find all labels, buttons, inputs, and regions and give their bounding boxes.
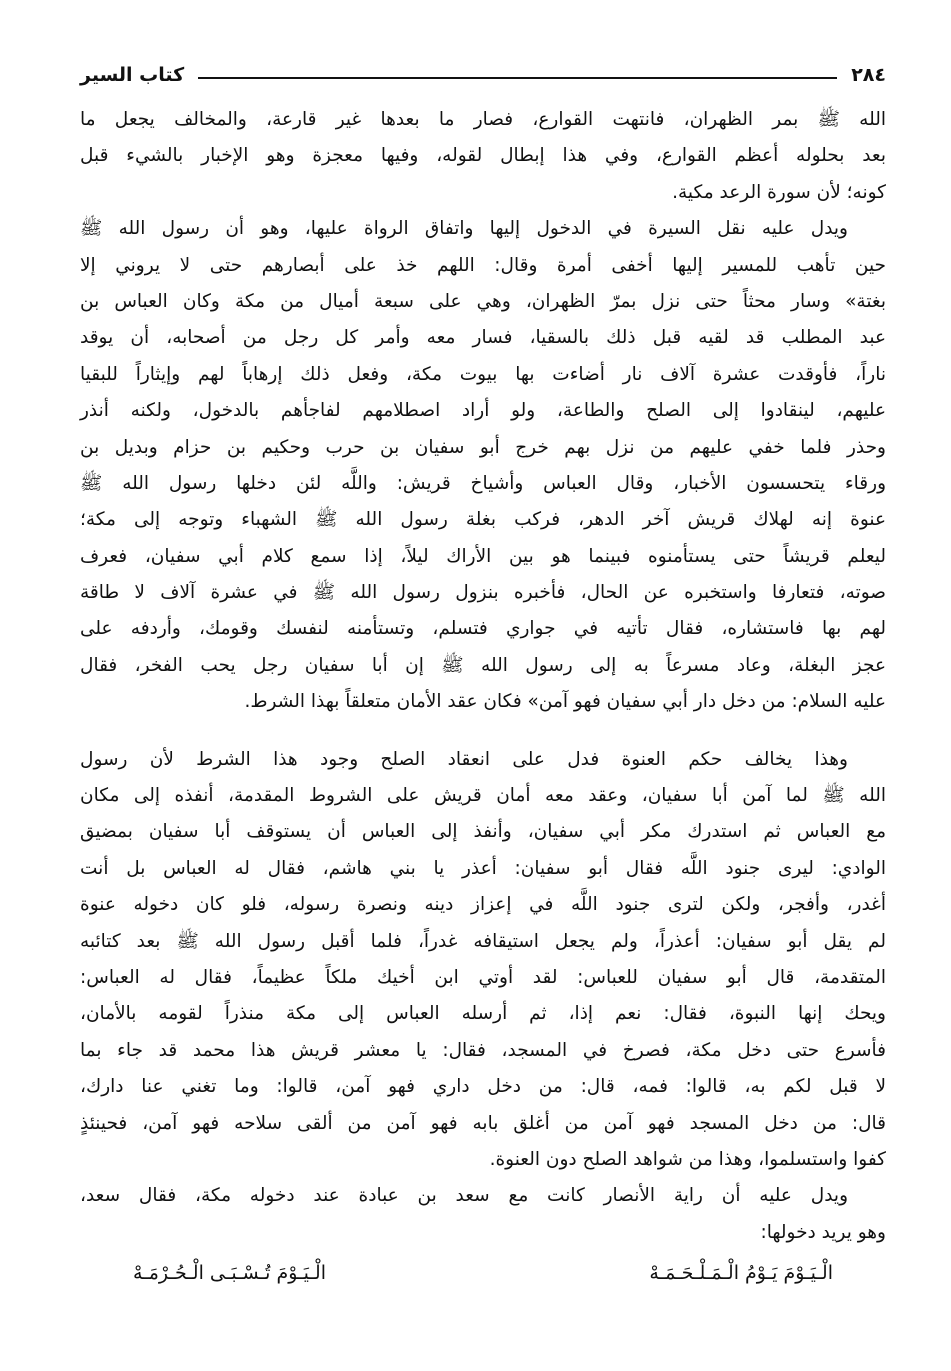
text-line: وهو يريد دخولها: [760,1221,886,1243]
book-title: كتاب السير [80,64,185,86]
text-line: ويدل عليه أن راية الأنصار كانت مع سعد بن عبادة عند دخوله مكة، فقال سعد، [80,1185,848,1207]
text-line: عنوة إنه لهلاك قريش آخر الدهر، فركب بغلة رسول الله ﷺ الشهباء وتوجه إلى مكة؛ [80,509,886,531]
page-body [80,102,886,1291]
text-line: لهم بها فاستشاره، فقال تأتيه في جواري فتسلم، وتستأمنه لنفسك وقومك، وأردفه على [80,618,886,640]
text-line: الله ﷺ بمر الظهران، فانتهت القوارع، فصار ما بعدها غير قارعة، والمخالف يجعل ما [80,109,886,130]
text-line: كفوا واستسلموا، وهذا من شواهد الصلح دون العنوة. [489,1148,886,1170]
text-line: بعد بحلوله أعظم القوارع، وفي هذا إبطال لقوله، وفيها معجزة وهو الإخبار بالشيء قبل [80,145,886,167]
text-line: المتقدمة، قال أبو سفيان للعباس: لقد أوتي ابن أخيك ملكاً عظيماً، فقال له العباس: [80,966,886,988]
text-line: وهذا يخالف حكم العنوة فدل على انعقاد الصلح وجود هذا الشرط لأن رسول [80,748,848,770]
text-line: فأسرع حتى دخل مكة، فصرخ في المسجد، فقال: يا معشر قريش هذا محمد قد جاء بما [80,1039,886,1061]
paragraph [80,102,886,211]
header-rule [198,77,837,79]
text-line: لا قبل لكم به، قالوا: فمه، قال: من دخل داري فهو آمن، قالوا: وما تغني عنا دارك، [80,1076,886,1098]
text-line: عجز البغلة، وعاد مسرعاً به إلى رسول الله ﷺ إن أبا سفيان رجل يحب الفخر، فقال [80,654,886,676]
text-line: ليعلم قريشاً حتى يستأمنوه فبينما هو بين الأراك ليلاً، إذا سمع كلام أبي سفيان، فعرف [80,545,886,567]
page-number: ٢٨٤ [851,64,886,86]
text-line: الوادي: ليرى جنود اللَّه فقال أبو سفيان: أعذر يا بني هاشم، فقال له العباس بل أنت [80,857,886,879]
poem-verse [133,1255,833,1291]
text-line: وحذر فلما خفي عليهم من نزل بهم خرج أبو سفيان بن حرب وحكيم بن حزام وبديل بن [80,436,886,458]
text-line: ناراً، فأوقدت عشرة آلاف نار أضاءت بها بيوت مكة، وفعل ذلك إرهاباً لهم وإيثاراً للبقيا [80,363,886,385]
text-line: مع العباس ثم استدرك مكر أبي سفيان، وأنفذ إلى العباس أن يستوقف أبا سفيان بمضيق [80,821,886,843]
text-line: لم يقل أبو سفيان: أعذراً، ولم يجعل استيقافه غدراً، فلما أقبل رسول الله ﷺ بعد كتائبه [80,930,886,952]
text-line: عليه السلام: من دخل دار أبي سفيان فهو آمن» فكان عقد الأمان متعلقاً بهذا الشرط. [244,691,886,713]
text-line: قال: من دخل المسجد فهو آمن من أغلق بابه فهو آمن من ألقى سلاحه فهو آمن، فحينئذٍ [80,1112,886,1134]
paragraph [80,211,886,720]
text-line: ويحك إنها النبوة، فقال: نعم إذا، ثم أرسله العباس إلى مكة منذراً لقومه بالأمان، [80,1003,886,1025]
text-line: ويدل عليه نقل السيرة في الدخول إليها واتفاق الرواة عليها، وهو أن رسول الله ﷺ [80,218,848,240]
text-line: كونه؛ لأن سورة الرعد مكية. [672,181,886,203]
verse-first-hemistich: الْـيَـوْمَ يَـوْمُ الْـمَـلْـحَـمَـهْ [649,1262,833,1285]
text-line: ورقاء يتحسسون الأخبار، وقال العباس وأشياخ قريش: واللَّه لئن دخلها رسول الله ﷺ [80,472,886,494]
text-line: عبد المطلب قد لقيه قبل ذلك بالسقيا، فسار معه وأمر كل رجل من أصحابه، أن يوقد [80,327,886,349]
text-line: صوته، فتعارفا واستخبره عن الحال، فأخبره بنزول رسول الله ﷺ في عشرة آلاف لا طاقة [80,582,886,604]
text-line: أغدر، وأفجر، ولكن لترى جنود اللَّه في إعزاز دينه ونصرة رسوله، فلو كان دخوله عنوة [80,894,886,916]
paragraph [80,1178,886,1251]
running-header [80,56,886,86]
verse-second-hemistich: الْـيَـوْمَ تُـسْـبَـى الْـحُـرْمَـهْ [133,1262,326,1285]
paragraph [80,742,886,1179]
text-line: حين تأهب للمسير إليها أخفى أمرة وقال: اللهم خذ على أبصارهم حتى لا يروني إلا [80,254,886,276]
text-line: عليهم، لينقادوا إلى الصلح والطاعة، ولو أراد اصطلامهم لفاجأهم بالدخول، ولكنه أنذر [80,400,886,422]
text-line: بغتة» وسار محثاً حتى نزل بمرّ الظهران، وهي على سبعة أميال من مكة وكان العباس بن [80,290,886,312]
text-line: الله ﷺ لما آمن أبا سفيان، وعقد معه أمان قريش على الشروط المقدمة، أنفذه إلى مكان [80,785,886,807]
